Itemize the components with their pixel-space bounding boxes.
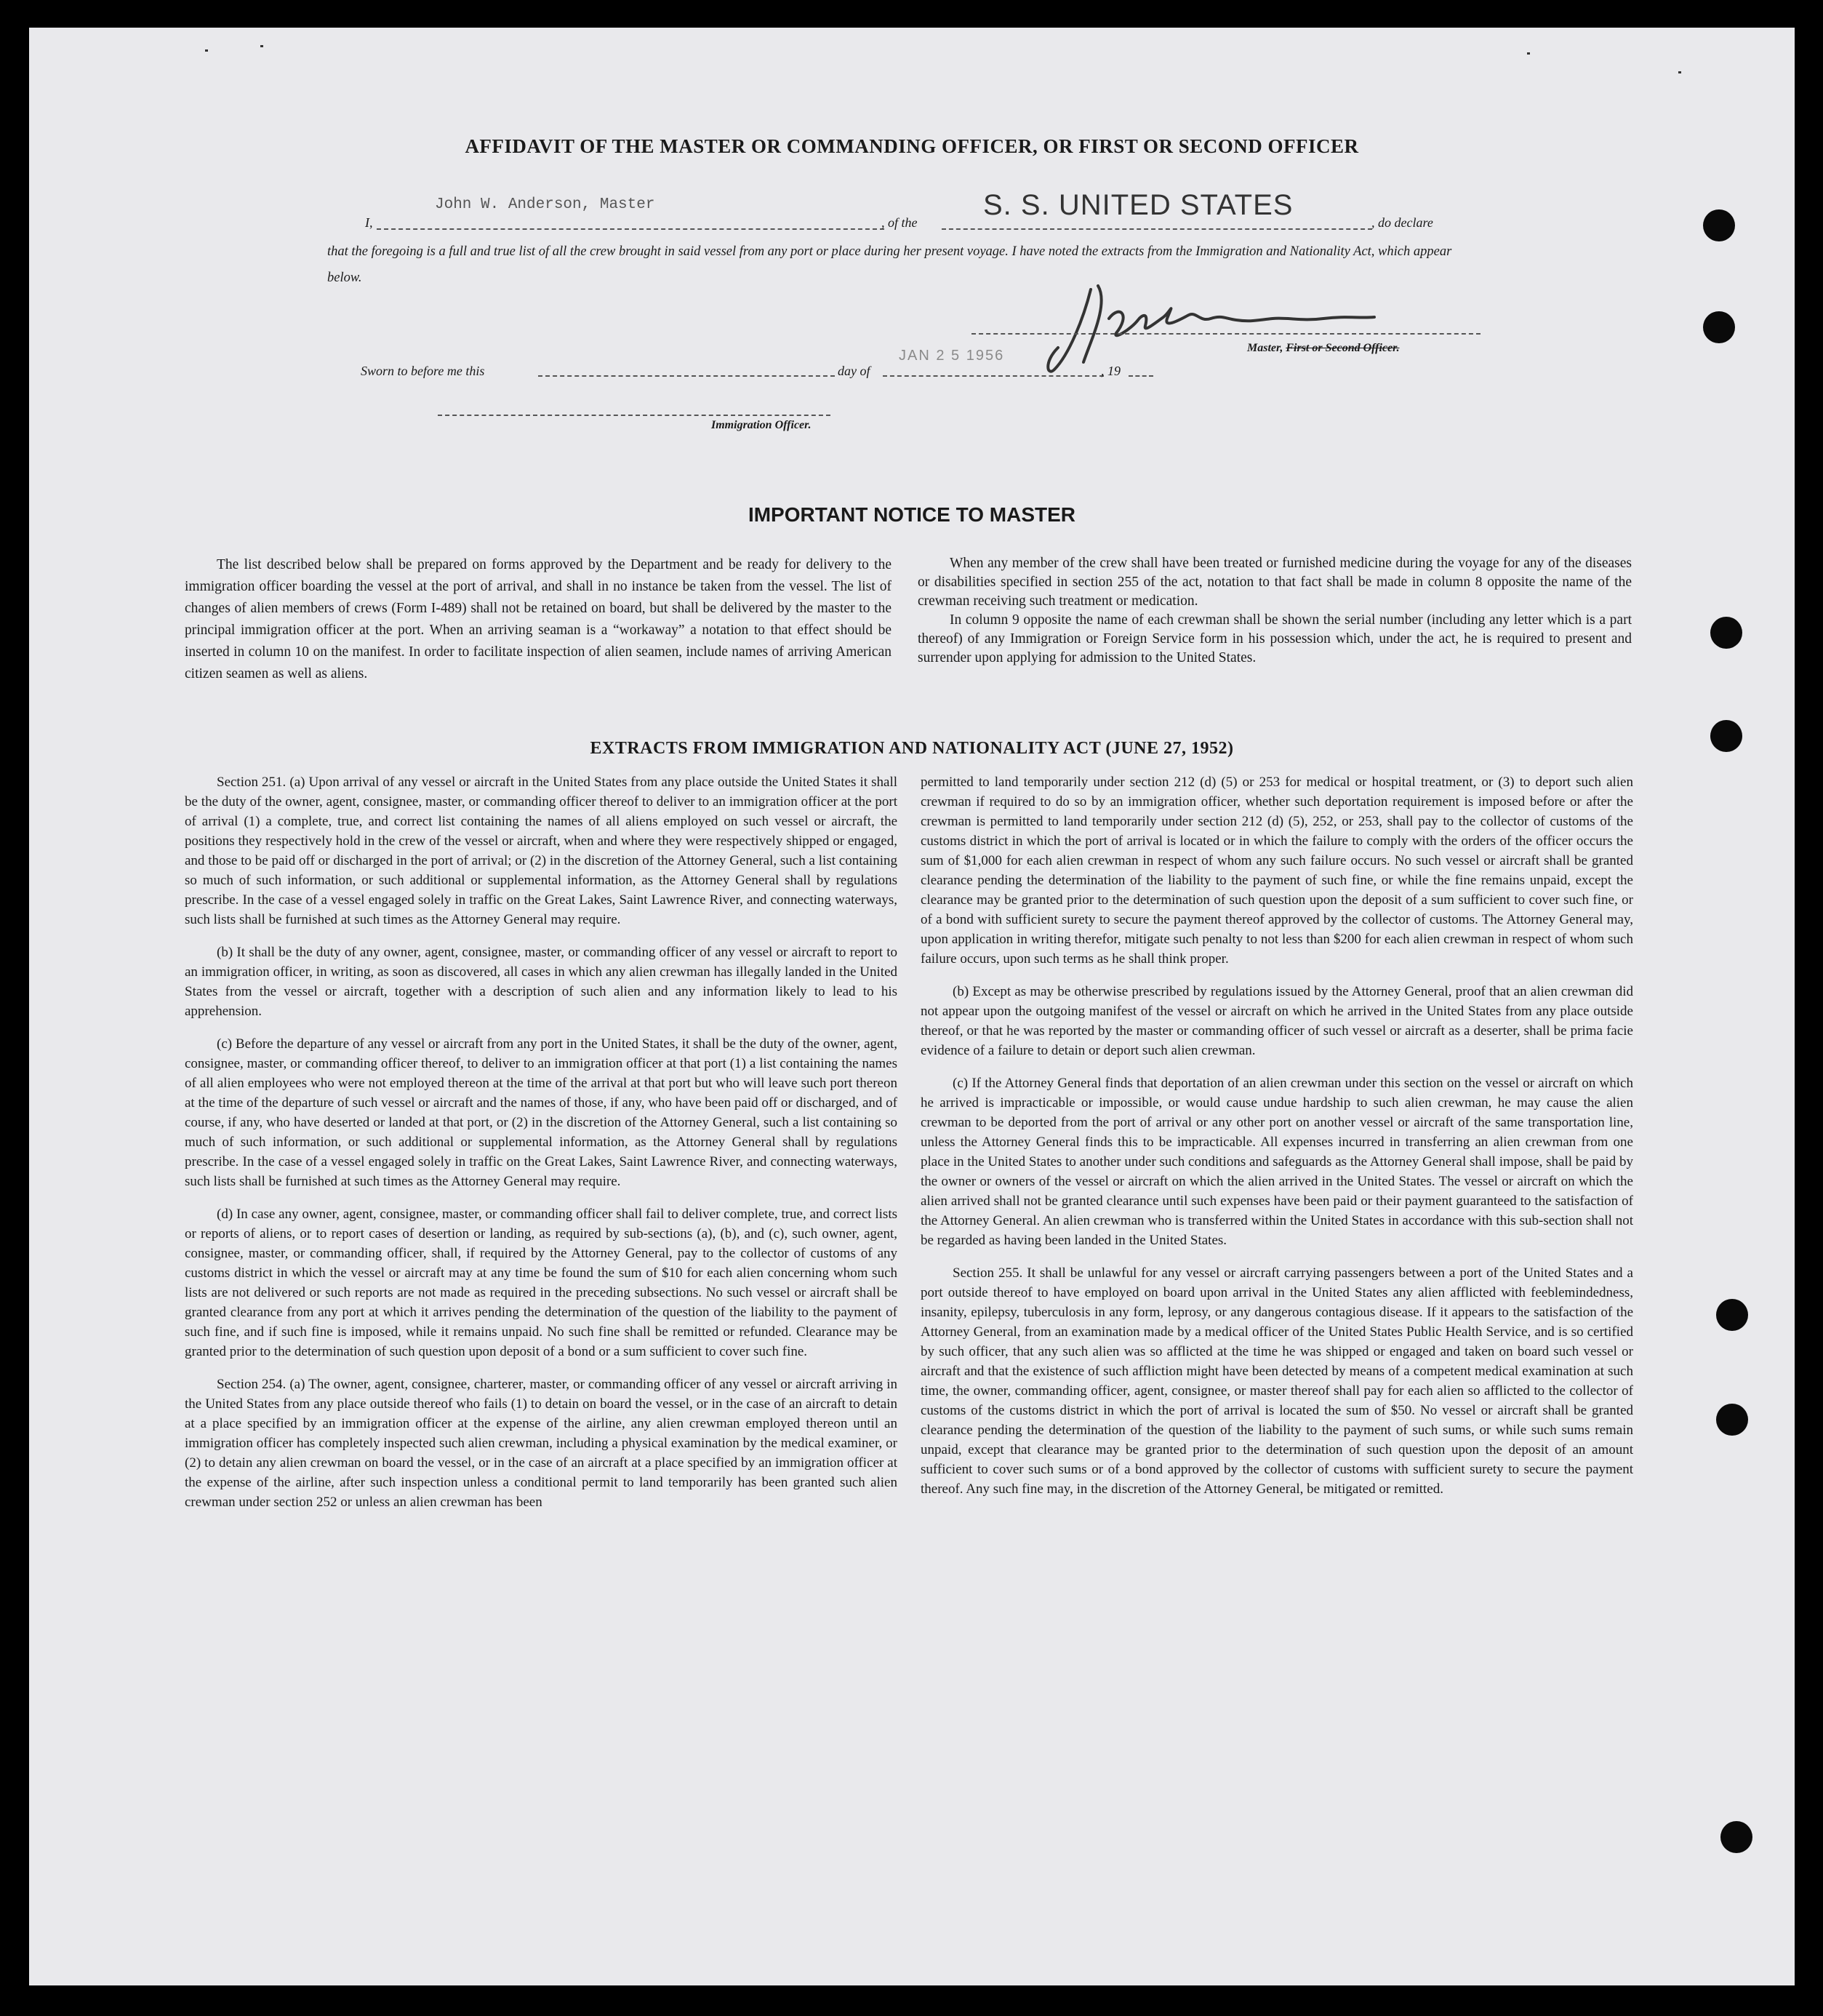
immigration-officer-label: Immigration Officer. [711,419,812,431]
of-the-label: , of the [881,215,918,230]
day-of-label: day of [838,364,870,378]
scan-speck [205,49,208,52]
officer-line [438,415,830,416]
year-line [1129,375,1153,377]
do-declare-label: , do declare [1371,215,1433,230]
affidavit-title: AFFIDAVIT OF THE MASTER OR COMMANDING OFFICER, OR FIRST OR SECOND OFFICER [465,135,1359,157]
sworn-day-line [538,375,835,377]
section-254-b: (b) Except as may be otherwise prescribed by regulations issued by the Attorney General, proof that an alien crewman did not appear upon the outgoing manifest of the vessel or aircraft on which he arrived in the United States from any place outside thereof, or that he was reported by the master or commanding officer of such vessel or aircraft as a deserter, shall be prima facie evidence of a failure to detain or deport such alien crewman. [921,984,1633,1058]
year-label: , 19 [1101,364,1121,378]
sworn-month-line [883,375,1104,377]
extracts-right-column [921,772,1633,1512]
signature-line [971,333,1481,335]
section-251-b: (b) It shall be the duty of any owner, agent, consignee, master, or commanding officer of any vessel or aircraft to report to an immigration officer, in writing, as soon as discovered, all cases in which any alien crewman has illegally landed in the United States from the vessel or aircraft, together with a description of such alien and any information likely to lead to his apprehension. [185,945,897,1019]
extracts-left-column [185,772,897,1525]
binder-hole [1720,1821,1752,1853]
notice-title: IMPORTANT NOTICE TO MASTER [748,503,1076,526]
i-label: I, [365,215,373,230]
master-name-typed: John W. Anderson, Master [435,196,655,213]
binder-hole [1716,1299,1748,1331]
notice-left-column [185,554,892,685]
date-stamp: JAN 2 5 1956 [899,348,1005,364]
binder-hole [1710,720,1742,752]
binder-hole [1703,209,1735,241]
master-title-label: Master, First or Second Officer. [1247,342,1400,354]
notice-right-paragraph-1: When any member of the crew shall have been treated or furnished medicine during the voyage for any of the diseases or disabilities specified in section 255 of the act, notation to that fact shall be made in column 8 opposite the name of the crewman receiving such treatment or medication. [918,556,1632,609]
sworn-label: Sworn to before me this [361,364,485,378]
section-254-a-cont: permitted to land temporarily under section 212 (d) (5) or 253 for medical or hospital treatment, or (3) to deport such alien crewman if required to do so by an immigration officer, whether such deportation requirement is imposed before or after the crewman is permitted to land temporarily under section 212 (d) (5), 252, or 253, shall pay to the collector of customs of the customs district in which the port of arrival is located or in which the failure to comply with the orders of the officer occurs the sum of $1,000 for each alien crewman in respect of whom any such failure occurs. No such vessel or aircraft shall be granted clearance pending the determination of the liability to the payment of such fine, or while the fine remains unpaid, except the clearance may be granted prior to the determination of such question upon the deposit of a sum sufficient to cover such fine, or of a bond with sufficient surety to secure the payment thereof approved by the collector of customs. The Attorney General may, upon application in writing therefor, mitigate such penalty to not less than $200 for each alien crewman in respect of whom such failure occurs, upon such terms as he shall think proper. [921,775,1633,967]
section-251-d: (d) In case any owner, agent, consignee, master, or commanding officer shall fail to deliver complete, true, and correct lists or reports of aliens, or to report cases of desertion or landing, as required by sub-sections (a), (b), and (c), such owner, agent, consignee, master, or commanding officer, shall, if required by the Attorney General, pay to the collector of customs of any customs district in which the vessel or aircraft may at any time be found the sum of $10 for each alien concerning whom such lists are not delivered or such reports are not made as required in the preceding subsections. No such vessel or aircraft shall be granted clearance from any port at which it arrives pending the determination of the question of the liability to the payment of such fine, and if such fine is imposed, while it remains unpaid. No such fine shall be remitted or refunded. Clearance may be granted prior to the determination of such question upon deposit of a bond or a sum sufficient to cover such fine. [185,1207,897,1359]
notice-right-column [918,554,1632,668]
scan-speck [260,45,263,47]
notice-right-paragraph-2: In column 9 opposite the name of each crewman shall be shown the serial number (including any letter which is a part thereof) of any Immigration or Foreign Service form in his possession which, under the act, he is required to present and surrender upon applying for admission to the United States. [918,612,1632,665]
notice-left-paragraph: The list described below shall be prepared on forms approved by the Department and be ready for delivery to the immigration officer boarding the vessel at the port of arrival, and shall in no instance be taken from the vessel. The list of changes of alien members of crews (Form I-489) shall not be retained on board, but shall be delivered by the master to the principal immigration officer at the port. When an arriving seaman is a “workaway” a notation to that effect should be inserted in column 10 on the manifest. In order to facilitate inspection of alien seamen, include names of arriving American citizen seamen as well as aliens. [185,557,892,681]
master-name-line [377,228,884,230]
declaration-text: that the foregoing is a full and true list of all the crew brought in said vessel from any port or place during her present voyage. I have noted the extracts from the Immigration and Nationality Act, which appear below. [327,244,1452,285]
scan-speck [1527,52,1530,55]
document-page [29,28,1795,1985]
master-signature [1040,275,1403,384]
scan-speck [1678,71,1681,73]
section-251-c: (c) Before the departure of any vessel or aircraft from any port in the United States, it shall be the duty of the owner, agent, consignee, master, or commanding officer thereof, to deliver to an immigration officer at that port (1) a list containing the names of all alien employees who were not employed thereon at the time of the arrival at that port but who will leave such port thereon at the time of the departure of such vessel or aircraft and the names of those, if any, who have been paid off or discharged, and of course, if any, who have deserted or landed at that port, or (2) in the discretion of the Attorney General, such a list containing so much of such information, or such additional or supplemental information, as the Attorney General shall by regulations prescribe. In the case of a vessel engaged solely in traffic on the Great Lakes, Saint Lawrence River, and connecting waterways, such lists shall be furnished at such times as the Attorney General may require. [185,1036,897,1189]
section-254-c: (c) If the Attorney General finds that deportation of an alien crewman under this section on the vessel or aircraft on which he arrived is impracticable or impossible, or would cause undue hardship to such alien crewman, he may cause the alien crewman to be deported from the port of arrival or any other port on another vessel or aircraft of the same transportation line, unless the Attorney General finds this to be impracticable. All expenses incurred in transferring an alien crewman from one place in the United States to another under such conditions and safeguards as the Attorney General shall impose, shall be paid by the owner or owners of the vessel or aircraft on which the alien arrived in the United States. The vessel or aircraft on which the alien arrived shall not be granted clearance until such expenses have been paid or their payment guaranteed to the satisfaction of the Attorney General. An alien crewman who is transferred within the United States in accordance with this sub-section shall not be regarded as having been landed in the United States. [921,1076,1633,1248]
section-251-a: Section 251. (a) Upon arrival of any vessel or aircraft in the United States from any place outside the United States it shall be the duty of the owner, agent, consignee, master, or commanding officer thereof to deliver to an immigration officer at the port of arrival (1) a complete, true, and correct list containing the names of all aliens employed on such vessel or aircraft, the positions they respectively hold in the crew of the vessel or aircraft, when and where they were respectively shipped or engaged, and those to be paid off or discharged in the port of arrival; or (2) in the discretion of the Attorney General, such a list containing so much of such information, or such additional or supplemental information, as the Attorney General shall by regulations prescribe. In the case of a vessel engaged solely in traffic on the Great Lakes, Saint Lawrence River, and connecting waterways, such lists shall be furnished at such times as the Attorney General may require. [185,775,897,927]
binder-hole [1716,1404,1748,1436]
vessel-name: S. S. UNITED STATES [983,189,1294,221]
binder-hole [1703,311,1735,343]
binder-hole [1710,617,1742,649]
section-254-a: Section 254. (a) The owner, agent, consignee, charterer, master, or commanding officer of any vessel or aircraft arriving in the United States from any place outside thereof who fails (1) to detain on board the vessel, or in the case of an aircraft to detain at a place specified by an immigration officer at the expense of the airline, any alien crewman employed thereon until an immigration officer has completely inspected such alien crewman, including a physical examination by the medical examiner, or (2) to detain any alien crewman on board the vessel, or in the case of an aircraft at a place specified by an immigration officer at the expense of the airline, after such inspection unless a conditional permit to land temporarily has been granted such alien crewman under section 252 or unless an alien crewman has been [185,1377,897,1510]
extracts-title: EXTRACTS FROM IMMIGRATION AND NATIONALITY ACT (JUNE 27, 1952) [590,739,1234,758]
section-255: Section 255. It shall be unlawful for any vessel or aircraft carrying passengers between a port of the United States and a port outside thereof to have employed on board upon arrival in the United States any alien afflicted with feeblemindedness, insanity, epilepsy, tuberculosis in any form, leprosy, or any dangerous contagious disease. If it appears to the satisfaction of the Attorney General, from an examination made by a medical officer of the United States Public Health Service, and is so certified by such officer, that any such alien was so afflicted at the time he was shipped or engaged and taken on board such vessel or aircraft and that the existence of such affliction might have been detected by means of a competent medical examination at such time, the owner, commanding officer, agent, consignee, or master thereof shall pay for each alien so afflicted to the collector of customs of the customs district in which the port of arrival is located the sum of $50. No vessel or aircraft shall be granted clearance pending the determination of the question of the liability to the payment of such sums, or while such sums remain unpaid, except that clearance may be granted prior to the determination of such question upon the deposit of an amount sufficient to cover such sums or of a bond approved by the collector of customs with sufficient surety to secure the payment thereof. Any such fine may, in the discretion of the Attorney General, be mitigated or remitted. [921,1265,1633,1497]
vessel-line [942,228,1372,230]
